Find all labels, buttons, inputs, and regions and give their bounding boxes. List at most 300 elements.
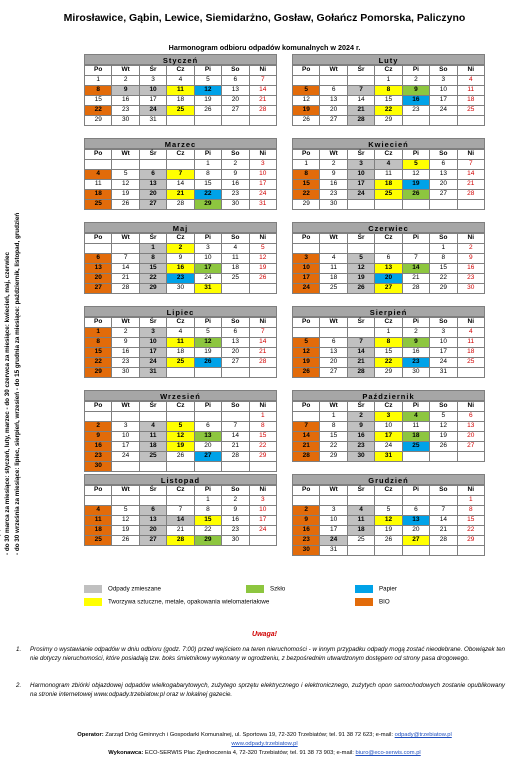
day-cell	[112, 462, 139, 472]
day-cell: 15	[139, 264, 166, 274]
day-cell: 1	[320, 412, 347, 422]
day-cell	[249, 368, 276, 378]
day-cell: 23	[222, 190, 249, 200]
month-name: Październik	[292, 390, 485, 401]
day-cell	[222, 116, 249, 126]
day-cell: 10	[139, 86, 166, 96]
day-cell: 21	[167, 526, 194, 536]
weekday-header: Wt	[112, 402, 139, 412]
weekday-header: Śr	[347, 150, 374, 160]
day-cell: 6	[139, 170, 166, 180]
day-cell: 21	[249, 348, 276, 358]
day-cell: 29	[430, 284, 457, 294]
day-cell: 25	[347, 536, 374, 546]
day-cell: 25	[167, 358, 194, 368]
day-cell: 29	[375, 116, 402, 126]
day-cell: 8	[85, 86, 112, 96]
weekday-header: Cz	[167, 318, 194, 328]
day-cell: 5	[402, 160, 429, 170]
weekday-header: Wt	[112, 150, 139, 160]
day-cell: 21	[293, 442, 320, 452]
weekday-header: Wt	[320, 66, 347, 76]
month-name: Maj	[84, 222, 277, 233]
day-cell: 18	[457, 348, 484, 358]
day-cell	[249, 536, 276, 546]
day-cell: 29	[194, 536, 221, 546]
weekday-header: Po	[293, 402, 320, 412]
day-cell: 31	[139, 116, 166, 126]
day-cell: 23	[112, 106, 139, 116]
day-cell: 19	[375, 526, 402, 536]
day-cell: 20	[430, 180, 457, 190]
day-cell: 4	[402, 412, 429, 422]
document-title: Mirosławice, Gąbin, Lewice, Siemidarżno, Gosław, Gołańcz Pomorska, Paliczyno	[63, 12, 466, 24]
day-cell: 24	[112, 452, 139, 462]
day-cell	[249, 284, 276, 294]
weekday-header: Pi	[194, 402, 221, 412]
day-cell: 11	[320, 264, 347, 274]
day-cell: 25	[457, 106, 484, 116]
day-cell: 16	[167, 264, 194, 274]
day-cell: 6	[320, 338, 347, 348]
day-cell: 9	[222, 506, 249, 516]
day-cell: 1	[249, 412, 276, 422]
weekday-header: Pi	[194, 318, 221, 328]
day-cell: 1	[85, 76, 112, 86]
day-cell: 19	[112, 526, 139, 536]
month-0	[84, 54, 277, 126]
day-cell: 4	[167, 328, 194, 338]
day-cell	[293, 244, 320, 254]
weekday-header: So	[430, 150, 457, 160]
operator-www-link[interactable]: www.odpady.trzebiatow.pl	[231, 741, 298, 747]
day-cell: 18	[139, 442, 166, 452]
day-cell: 24	[347, 190, 374, 200]
weekday-header: So	[430, 234, 457, 244]
day-cell: 28	[347, 116, 374, 126]
day-cell: 12	[375, 516, 402, 526]
day-cell: 6	[139, 506, 166, 516]
day-cell: 16	[85, 442, 112, 452]
weekday-header: Wt	[112, 486, 139, 496]
day-cell: 25	[222, 274, 249, 284]
day-cell	[194, 116, 221, 126]
day-cell: 30	[85, 462, 112, 472]
day-cell: 29	[249, 452, 276, 462]
day-cell	[222, 412, 249, 422]
day-cell: 4	[320, 254, 347, 264]
day-cell: 22	[430, 274, 457, 284]
day-cell: 3	[293, 254, 320, 264]
day-cell: 12	[167, 432, 194, 442]
day-cell: 14	[167, 516, 194, 526]
day-cell: 20	[457, 432, 484, 442]
day-cell: 22	[375, 358, 402, 368]
day-cell: 28	[167, 200, 194, 210]
day-cell	[249, 462, 276, 472]
day-cell: 6	[430, 160, 457, 170]
legend-paper: Papier	[355, 585, 397, 593]
day-cell: 18	[167, 348, 194, 358]
day-cell	[222, 462, 249, 472]
day-cell: 28	[402, 284, 429, 294]
day-cell: 17	[112, 442, 139, 452]
day-cell	[402, 496, 429, 506]
weekday-header: Pi	[402, 486, 429, 496]
day-cell: 22	[194, 190, 221, 200]
day-cell	[139, 412, 166, 422]
day-cell: 21	[112, 274, 139, 284]
day-cell: 2	[402, 328, 429, 338]
day-cell: 13	[457, 422, 484, 432]
weekday-header: Śr	[347, 234, 374, 244]
day-cell: 30	[112, 368, 139, 378]
day-cell: 27	[222, 106, 249, 116]
weekday-header: Ni	[249, 402, 276, 412]
footer-operator-www	[0, 741, 529, 747]
contractor-email-link[interactable]: biuro@eco-serwis.com.pl	[355, 750, 421, 756]
day-cell: 8	[375, 86, 402, 96]
day-cell: 25	[85, 200, 112, 210]
day-cell: 13	[139, 180, 166, 190]
day-cell: 4	[139, 422, 166, 432]
day-cell: 27	[222, 358, 249, 368]
operator-email-link[interactable]: odpady@trzebiatow.pl	[394, 732, 452, 738]
day-cell: 27	[402, 536, 429, 546]
day-cell: 26	[167, 452, 194, 462]
day-cell: 9	[347, 422, 374, 432]
weekday-header: Wt	[320, 318, 347, 328]
day-cell: 20	[85, 274, 112, 284]
weekday-header: Wt	[112, 66, 139, 76]
day-cell: 22	[375, 106, 402, 116]
weekday-header: Śr	[139, 150, 166, 160]
day-cell: 12	[112, 180, 139, 190]
day-cell: 24	[249, 190, 276, 200]
day-cell: 2	[320, 160, 347, 170]
weekday-header: Pi	[402, 318, 429, 328]
weekday-header: Po	[85, 318, 112, 328]
weekday-header: Cz	[167, 66, 194, 76]
day-cell: 4	[85, 506, 112, 516]
day-cell: 3	[139, 328, 166, 338]
day-cell: 1	[139, 244, 166, 254]
weekday-header: Po	[85, 150, 112, 160]
legend-plastics: Tworzywa sztuczne, metale, opakowania wielomateriałowe	[84, 598, 269, 606]
day-cell: 29	[85, 116, 112, 126]
day-cell: 30	[222, 200, 249, 210]
day-cell: 12	[293, 96, 320, 106]
warning-title: Uwaga!	[252, 631, 277, 638]
weekday-header: So	[222, 234, 249, 244]
document-subtitle: Harmonogram odbioru odpadów komunalnych w 2024 r.	[168, 43, 361, 52]
day-cell	[347, 200, 374, 210]
day-cell: 18	[85, 190, 112, 200]
weekday-header: Pi	[194, 150, 221, 160]
legend-glass: Szkło	[246, 585, 285, 593]
day-cell: 31	[375, 452, 402, 462]
day-cell: 29	[293, 200, 320, 210]
day-cell: 3	[249, 160, 276, 170]
day-cell: 30	[167, 284, 194, 294]
day-cell: 15	[85, 348, 112, 358]
day-cell: 11	[457, 86, 484, 96]
day-cell: 8	[139, 254, 166, 264]
day-cell: 6	[402, 506, 429, 516]
day-cell	[430, 200, 457, 210]
day-cell: 14	[167, 180, 194, 190]
day-cell: 29	[457, 536, 484, 546]
weekday-header: Ni	[457, 486, 484, 496]
day-cell: 21	[402, 274, 429, 284]
day-cell: 17	[139, 348, 166, 358]
day-cell: 8	[194, 506, 221, 516]
day-cell: 19	[293, 358, 320, 368]
day-cell: 23	[402, 358, 429, 368]
day-cell: 11	[222, 254, 249, 264]
weekday-header: Po	[85, 402, 112, 412]
day-cell: 11	[139, 432, 166, 442]
day-cell: 31	[320, 546, 347, 556]
day-cell: 15	[249, 432, 276, 442]
day-cell: 28	[112, 284, 139, 294]
day-cell: 10	[139, 338, 166, 348]
day-cell: 26	[194, 358, 221, 368]
day-cell: 5	[293, 338, 320, 348]
day-cell	[430, 546, 457, 556]
weekday-header: Cz	[375, 402, 402, 412]
day-cell: 7	[293, 422, 320, 432]
weekday-header: So	[222, 486, 249, 496]
day-cell: 19	[112, 190, 139, 200]
weekday-header: Po	[85, 234, 112, 244]
day-cell	[293, 328, 320, 338]
weekday-header: Cz	[167, 402, 194, 412]
month-name: Listopad	[84, 474, 277, 485]
month-name: Grudzień	[292, 474, 485, 485]
day-cell: 8	[85, 338, 112, 348]
day-cell	[139, 160, 166, 170]
day-cell: 1	[194, 160, 221, 170]
day-cell: 31	[194, 284, 221, 294]
day-cell: 16	[293, 526, 320, 536]
day-cell: 5	[112, 506, 139, 516]
day-cell: 5	[194, 328, 221, 338]
day-cell: 5	[375, 506, 402, 516]
day-cell: 1	[457, 496, 484, 506]
legend-swatch-green	[246, 585, 264, 593]
weekday-header: Śr	[139, 486, 166, 496]
day-cell	[320, 76, 347, 86]
day-cell: 13	[85, 264, 112, 274]
day-cell: 18	[375, 180, 402, 190]
footer-contractor: Wykonawca: ECO-SERWIS Plac Zjednoczenia 4, 72-320 Trzebiatów; tel. 91 38 73 903; e-mail: biuro@eco-serwis.com.pl	[108, 750, 421, 756]
day-cell: 11	[347, 516, 374, 526]
day-cell	[347, 76, 374, 86]
day-cell: 11	[85, 516, 112, 526]
day-cell	[457, 116, 484, 126]
day-cell: 12	[194, 86, 221, 96]
day-cell: 26	[430, 442, 457, 452]
day-cell: 15	[430, 264, 457, 274]
day-cell: 8	[320, 422, 347, 432]
day-cell: 26	[112, 200, 139, 210]
day-cell: 8	[457, 506, 484, 516]
day-cell: 9	[457, 254, 484, 264]
month-name: Marzec	[84, 138, 277, 149]
day-cell	[85, 412, 112, 422]
month-name: Styczeń	[84, 54, 277, 65]
day-cell: 2	[167, 244, 194, 254]
day-cell: 4	[457, 76, 484, 86]
day-cell: 6	[375, 254, 402, 264]
day-cell	[112, 412, 139, 422]
day-cell: 14	[249, 86, 276, 96]
day-cell: 25	[402, 442, 429, 452]
day-cell: 12	[249, 254, 276, 264]
weekday-header: Wt	[112, 318, 139, 328]
day-cell: 2	[85, 422, 112, 432]
day-cell	[320, 496, 347, 506]
weekday-header: Śr	[139, 402, 166, 412]
day-cell: 23	[320, 190, 347, 200]
day-cell: 17	[139, 96, 166, 106]
day-cell: 18	[320, 274, 347, 284]
day-cell: 26	[249, 274, 276, 284]
weekday-header: Pi	[194, 234, 221, 244]
day-cell: 19	[194, 348, 221, 358]
day-cell	[112, 496, 139, 506]
month-3	[292, 138, 485, 210]
day-cell: 20	[222, 96, 249, 106]
day-cell: 2	[347, 412, 374, 422]
day-cell: 21	[347, 106, 374, 116]
weekday-header: So	[222, 66, 249, 76]
day-cell: 27	[194, 452, 221, 462]
day-cell: 25	[139, 452, 166, 462]
day-cell: 2	[222, 496, 249, 506]
day-cell: 8	[249, 422, 276, 432]
day-cell: 2	[112, 328, 139, 338]
weekday-header: Ni	[457, 318, 484, 328]
day-cell: 1	[375, 76, 402, 86]
day-cell: 15	[293, 180, 320, 190]
day-cell: 10	[249, 170, 276, 180]
weekday-header: Śr	[139, 66, 166, 76]
day-cell: 2	[293, 506, 320, 516]
day-cell: 4	[167, 76, 194, 86]
weekday-header: Cz	[375, 486, 402, 496]
weekday-header: Ni	[457, 234, 484, 244]
day-cell: 26	[375, 536, 402, 546]
day-cell: 15	[457, 516, 484, 526]
day-cell	[167, 160, 194, 170]
day-cell: 27	[320, 368, 347, 378]
day-cell	[85, 496, 112, 506]
day-cell: 29	[375, 368, 402, 378]
day-cell: 27	[85, 284, 112, 294]
day-cell: 26	[402, 190, 429, 200]
weekday-header: Śr	[347, 402, 374, 412]
day-cell: 4	[347, 506, 374, 516]
day-cell: 3	[194, 244, 221, 254]
day-cell: 28	[347, 368, 374, 378]
day-cell: 18	[457, 96, 484, 106]
weekday-header: Wt	[320, 234, 347, 244]
day-cell: 18	[402, 432, 429, 442]
day-cell: 9	[320, 170, 347, 180]
day-cell: 24	[249, 526, 276, 536]
day-cell: 3	[112, 422, 139, 432]
day-cell: 24	[430, 358, 457, 368]
month-name: Luty	[292, 54, 485, 65]
day-cell: 20	[402, 526, 429, 536]
day-cell: 13	[222, 338, 249, 348]
day-cell: 8	[194, 170, 221, 180]
day-cell: 28	[222, 452, 249, 462]
day-cell: 10	[430, 86, 457, 96]
day-cell	[457, 200, 484, 210]
month-11	[292, 474, 485, 556]
day-cell: 28	[249, 106, 276, 116]
day-cell	[402, 200, 429, 210]
day-cell: 4	[457, 328, 484, 338]
weekday-header: Ni	[457, 66, 484, 76]
payment-terms-line-1: - do 30 marca za miesiące: styczeń, luty, marzec - do 30 czerwca za miesiące: kwiecień, maj, czerwiec	[4, 252, 11, 555]
day-cell	[402, 116, 429, 126]
day-cell: 10	[430, 338, 457, 348]
day-cell	[402, 452, 429, 462]
day-cell: 9	[402, 86, 429, 96]
day-cell: 31	[139, 368, 166, 378]
day-cell: 19	[402, 180, 429, 190]
weekday-header: Cz	[167, 150, 194, 160]
day-cell: 1	[430, 244, 457, 254]
day-cell: 7	[112, 254, 139, 264]
weekday-header: So	[222, 318, 249, 328]
month-name: Wrzesień	[84, 390, 277, 401]
month-9	[292, 390, 485, 462]
day-cell: 25	[457, 358, 484, 368]
day-cell: 25	[375, 190, 402, 200]
day-cell: 6	[320, 86, 347, 96]
day-cell: 30	[347, 452, 374, 462]
weekday-header: Ni	[457, 402, 484, 412]
day-cell: 17	[293, 274, 320, 284]
day-cell: 4	[222, 244, 249, 254]
day-cell: 3	[347, 160, 374, 170]
day-cell: 23	[347, 442, 374, 452]
day-cell: 22	[320, 442, 347, 452]
weekday-header: Pi	[194, 66, 221, 76]
day-cell: 14	[249, 338, 276, 348]
day-cell: 30	[293, 546, 320, 556]
weekday-header: Ni	[249, 150, 276, 160]
day-cell: 7	[457, 160, 484, 170]
day-cell: 9	[402, 338, 429, 348]
day-cell: 16	[402, 96, 429, 106]
day-cell: 30	[457, 284, 484, 294]
month-5	[292, 222, 485, 294]
note-1: 1. Prosimy o wystawianie odpadów w dniu odbioru (godz. 7:00) przed wejściem na teren nieruchomości - w innym przypadku odpady mogą zostać nieodebrane. Obowiązek ten nie dotyczy nieruchomości, które posiadają tzw. boks śmietnikowy wykonany w ogrodzeniu, z bezpośrednim utwardzonym dostępem od strony pasa drogowego.	[16, 646, 505, 662]
day-cell: 16	[457, 264, 484, 274]
day-cell: 17	[430, 348, 457, 358]
weekday-header: So	[430, 402, 457, 412]
day-cell: 14	[112, 264, 139, 274]
day-cell: 17	[430, 96, 457, 106]
weekday-header: Wt	[320, 150, 347, 160]
day-cell: 19	[194, 96, 221, 106]
